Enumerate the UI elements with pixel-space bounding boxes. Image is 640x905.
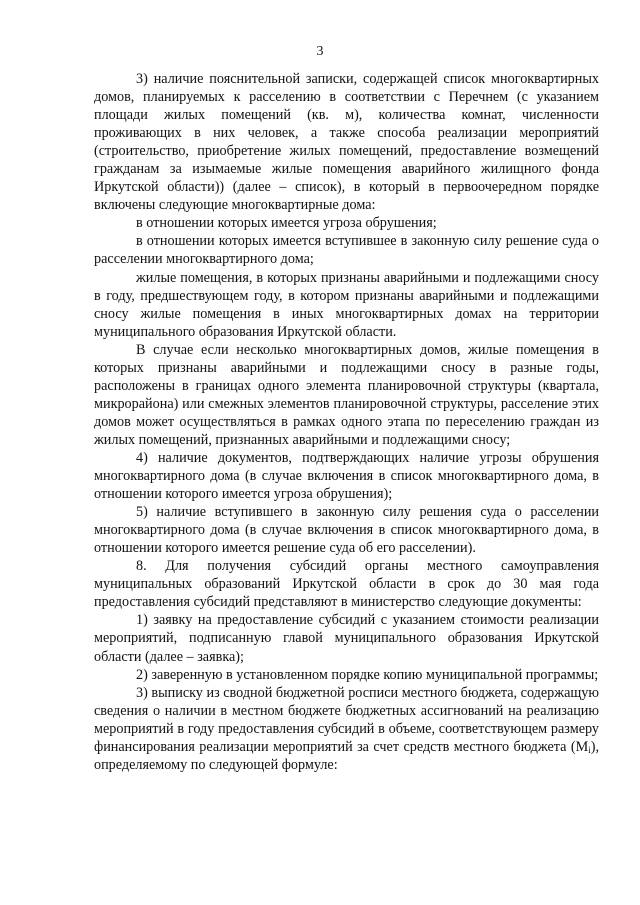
- paragraph-court-decision: в отношении которых имеется вступившее в законную силу решение суда о расселении многоквартирного дома;: [94, 233, 599, 268]
- paragraph-emergency-premises: жилые помещения, в которых признаны аварийными и подлежащими сносу в году, предшествующем году, в котором признаны аварийными и подлежащими сносу жилые помещения в иных многоквартирных домах на территории муниципального образования Иркутской области.: [94, 269, 599, 340]
- subscript-i: i: [588, 744, 591, 755]
- paragraph-item-1-application: 1) заявку на предоставление субсидий с указанием стоимости реализации мероприятий, подписанную главой муниципального образования Иркутской области (далее – заявка);: [94, 612, 599, 665]
- document-body: [94, 70, 599, 774]
- paragraph-collapse-threat: в отношении которых имеется угроза обрушения;: [136, 215, 437, 232]
- paragraph-item-2-program-copy: 2) заверенную в установленном порядке копию муниципальной программы;: [136, 666, 599, 683]
- paragraph-item-4-documents: 4) наличие документов, подтверждающих наличие угрозы обрушения многоквартирного дома (в случае включения в список многоквартирного дома, в отношении которого имеется угроза обрушения);: [94, 449, 599, 503]
- budget-extract-text: 3) выписку из сводной бюджетной росписи местного бюджета, содержащую сведения о наличии в местном бюджете бюджетных ассигнований на реализацию мероприятий в году предоставления субсидий в объеме, соответствующем размеру финансирования реализации мероприятий за счет средств местного бюджета (M: [94, 684, 599, 755]
- paragraph-item-5-court-decision: 5) наличие вступившего в законную силу решения суда о расселении многоквартирного дома (в случае включения в список многоквартирного дома, в отношении которого имеется решение суда об его расселении).: [94, 504, 599, 557]
- paragraph-item-3-budget-extract: [94, 684, 599, 774]
- paragraph-item-3-explanatory-note: 3) наличие пояснительной записки, содержащей список многоквартирных домов, планируемых к расселению в соответствии с Перечнем (с указанием площади жилых помещений (кв. м), количества комнат, численности проживающих в них человек, а также способа реализации мероприятий (строительство, приобретение жилых помещений, предоставление возмещений гражданам за изымаемые жилые помещения аварийного жилищного фонда Иркутской области)) (далее – список), в который в первоочередном порядке включены следующие многоквартирные дома:: [94, 71, 599, 214]
- page-number: 3: [316, 44, 324, 59]
- budget-extract-text-end: ), определяемому по следующей формуле:: [94, 738, 599, 773]
- paragraph-section-8: 8. Для получения субсидий органы местного самоуправления муниципальных образований Иркутской области в срок до 30 мая года предоставления субсидий представляют в министерство следующие документы:: [94, 558, 599, 611]
- paragraph-several-houses: В случае если несколько многоквартирных домов, жилые помещения в которых признаны аварийными и подлежащими сносу в разные годы, расположены в границах одного элемента планировочной структуры (квартала, микрорайона) или смежных элементов планировочной структуры, расселение этих домов может осуществляться в рамках одного этапа по переселению граждан из жилых помещений, признанных аварийными и подлежащими сносу;: [94, 341, 599, 448]
